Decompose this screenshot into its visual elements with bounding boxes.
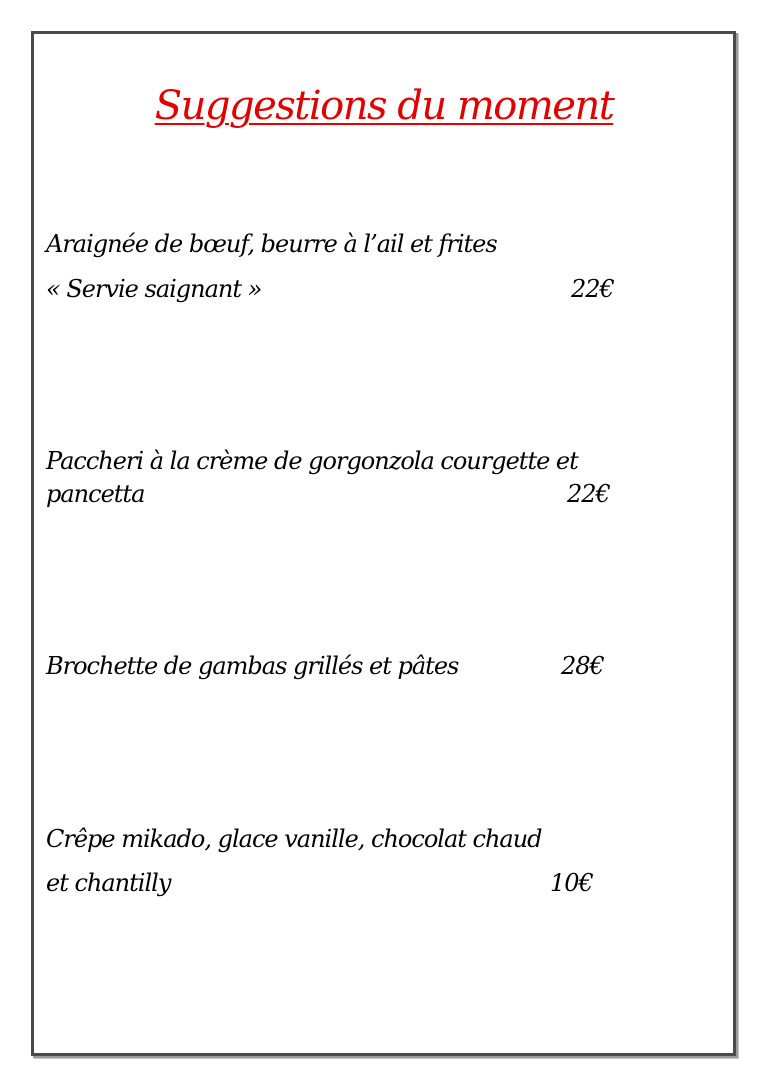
item-1-note: « Servie saignant » — [46, 275, 262, 303]
item-2-name: Paccheri à la crème de gorgonzola courgette et — [46, 447, 578, 475]
item-4-price: 10€ — [550, 869, 593, 897]
item-4-name: Crêpe mikado, glace vanille, chocolat chaud — [46, 825, 542, 853]
item-1-price: 22€ — [571, 275, 614, 303]
menu-title: Suggestions du moment — [154, 83, 614, 129]
item-1-name: Araignée de bœuf, beurre à l’ail et frites — [46, 230, 497, 258]
item-3-price: 28€ — [561, 652, 604, 680]
item-2-price: 22€ — [567, 480, 610, 508]
item-3-name: Brochette de gambas grillés et pâtes — [46, 652, 459, 680]
menu-frame — [31, 31, 736, 1056]
item-2-name-cont: pancetta — [46, 480, 145, 508]
item-4-name-cont: et chantilly — [46, 869, 171, 897]
